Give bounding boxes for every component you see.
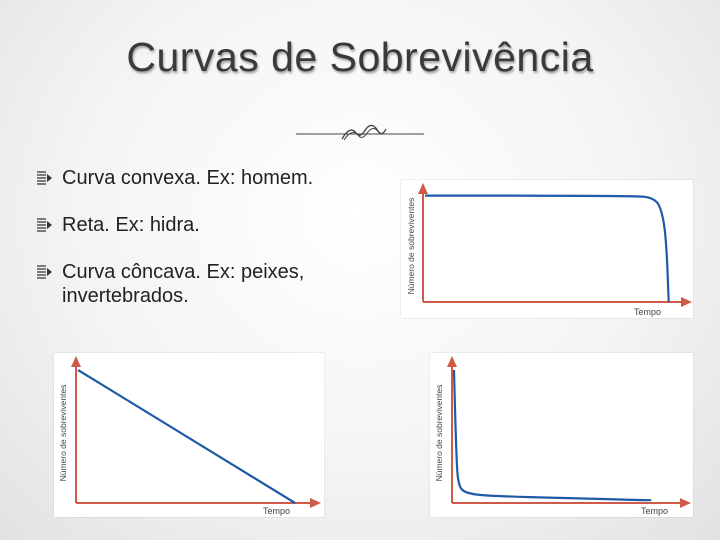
page-arrow-bullet-icon: [36, 217, 54, 233]
chart-svg: [430, 353, 693, 517]
bullet-text: Curva convexa. Ex: homem.: [62, 167, 314, 189]
title-divider: [296, 124, 424, 144]
page-arrow-bullet-icon: [36, 264, 54, 280]
bullet-item: [36, 260, 396, 308]
chart-svg: [54, 353, 324, 517]
page-arrow-bullet-icon: [36, 170, 54, 186]
y-axis-label: Número de sobreviventes: [406, 197, 416, 295]
bullet-text: Curva côncava. Ex: peixes, invertebrados.: [62, 261, 305, 307]
bullet-item: [36, 213, 396, 237]
slide-title: Curvas de Sobrevivência: [126, 34, 594, 80]
bullet-item: [36, 166, 396, 190]
y-axis-label: Número de sobreviventes: [434, 384, 444, 482]
x-axis-label: Tempo: [641, 506, 669, 516]
straight-line-chart: [54, 353, 324, 517]
bullet-list: [36, 166, 396, 331]
convex-curve-chart: [401, 180, 693, 318]
x-axis-label: Tempo: [263, 506, 291, 516]
concave-curve-chart: [430, 353, 693, 517]
chart-svg: [401, 180, 693, 318]
x-axis-label: Tempo: [634, 307, 662, 317]
bullet-text: Reta. Ex: hidra.: [62, 214, 200, 236]
y-axis-label: Número de sobreviventes: [58, 384, 68, 482]
